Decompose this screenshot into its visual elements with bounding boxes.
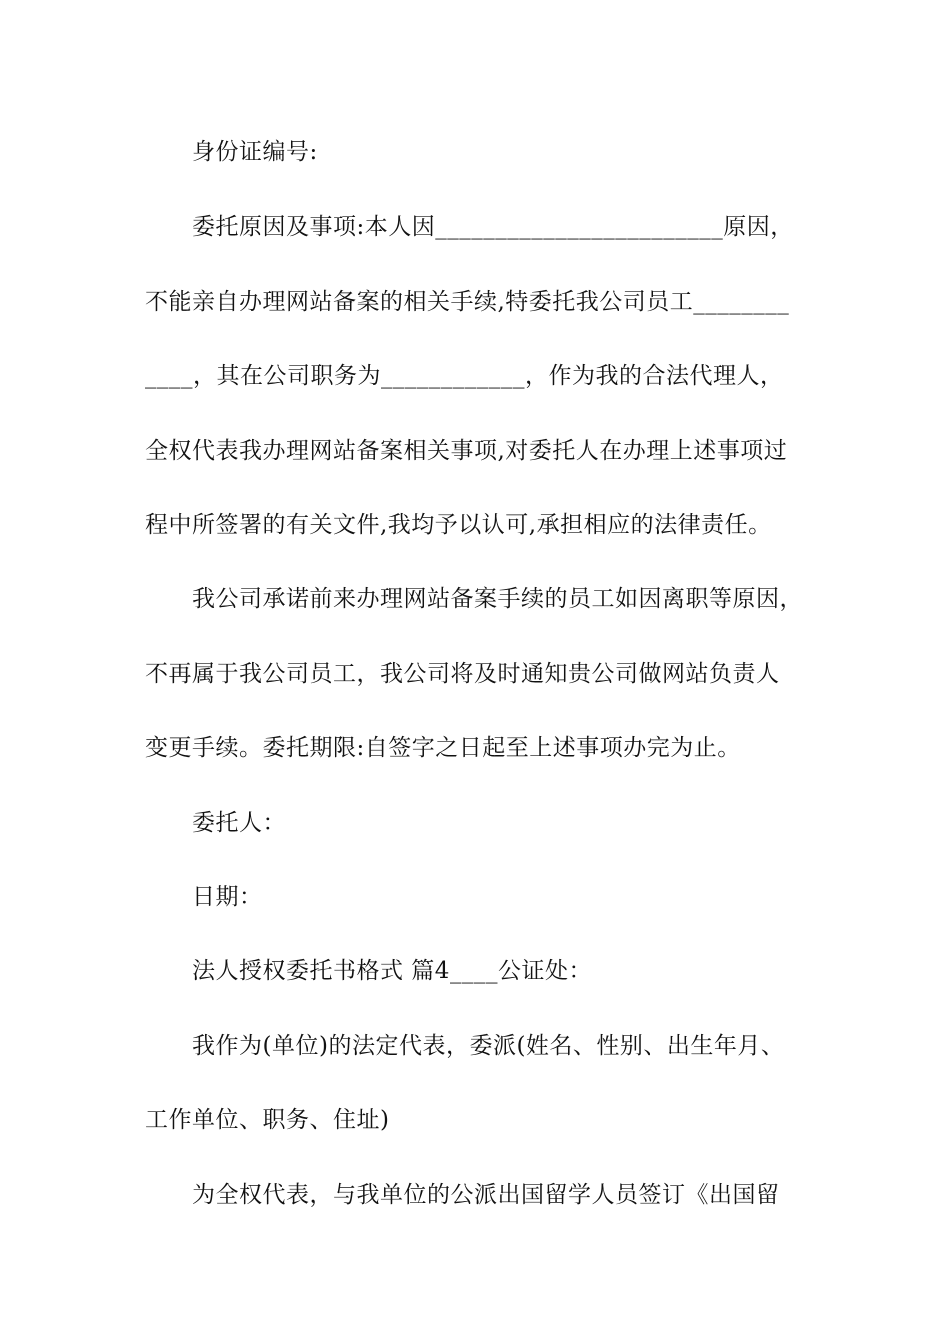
id-number-label: 身份证编号: [192,139,318,165]
paragraph-line: 不再属于我公司员工，我公司将及时通知贵公司做网站负责人 [145,661,780,687]
paragraph-line: 工作单位、职务、住址) [145,1107,390,1133]
commitment-line: 我公司承诺前来办理网站备案手续的员工如因离职等原因， [192,586,803,612]
reason-line: 委托原因及事项:本人因________________________原因， [192,214,794,240]
paragraph-line: 程中所签署的有关文件,我均予以认可,承担相应的法律责任。 [145,512,772,538]
paragraph-line: 全权代表我办理网站备案相关事项,对委托人在办理上述事项过 [145,438,788,464]
date-label: 日期： [192,884,263,910]
delegation-line: 我作为(单位)的法定代表，委派(姓名、性别、出生年月、 [192,1033,785,1059]
paragraph-line: 不能亲自办理网站备案的相关手续,特委托我公司员工________ [145,289,790,315]
representative-line: 为全权代表，与我单位的公派出国留学人员签订《出国留 [192,1182,780,1208]
principal-label: 委托人： [192,810,286,836]
paragraph-line: ____，其在公司职务为____________，作为我的合法代理人， [145,363,784,389]
paragraph-line: 变更手续。委托期限:自签字之日起至上述事项办完为止。 [145,735,741,761]
section-heading: 法人授权委托书格式 篇4____公证处： [192,958,592,984]
